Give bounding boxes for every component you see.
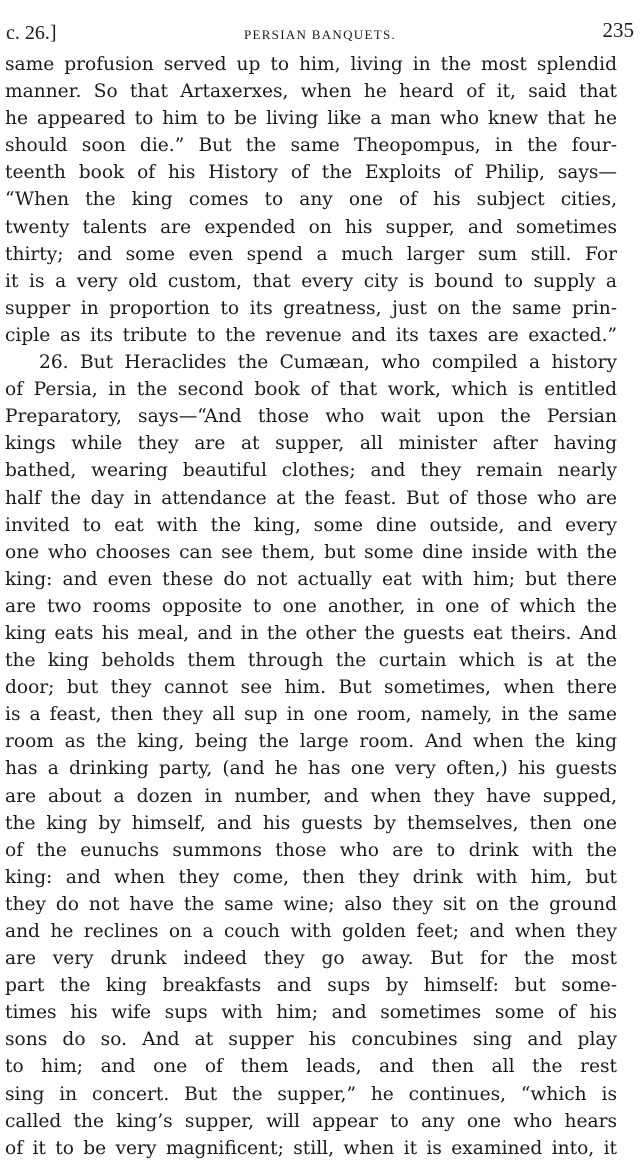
text-line: to him; and one of them leads, and then all the rest	[5, 1056, 617, 1078]
text-line: manner. So that Artaxerxes, when he heard of it, said that	[5, 81, 617, 103]
text-line: ciple as its tribute to the revenue and its taxes are exacted.”	[5, 324, 617, 346]
text-line: thirty; and some even spend a much larger sum still. For	[5, 243, 617, 265]
text-line: twenty talents are expended on his supper, and sometimes	[5, 216, 617, 238]
text-line: same profusion served up to him, living in the most splendid	[5, 54, 617, 75]
running-title: PERSIAN BANQUETS.	[243, 27, 397, 42]
text-line: king: and even these do not actually eat with him; but there	[5, 568, 617, 590]
text-line: has a drinking party, (and he has one very often,) his guests	[5, 758, 617, 780]
text-line: door; but they cannot see him. But sometimes, when there	[5, 677, 617, 699]
text-line: called the king’s supper, will appear to any one who hears	[5, 1110, 617, 1132]
text-line: 26. But Heraclides the Cumæan, who compiled a history	[39, 352, 617, 374]
text-line: sons do so. And at supper his concubines sing and play	[5, 1029, 617, 1051]
text-line: sing in concert. But the supper,” he continues, “which is	[5, 1083, 617, 1105]
text-line: teenth book of his History of the Exploits of Philip, says—	[5, 162, 617, 184]
text-line: the king beholds them through the curtain which is at the	[5, 650, 617, 672]
running-head	[6, 18, 634, 48]
text-line: kings while they are at supper, all minister after having	[5, 433, 617, 455]
text-line: invited to eat with the king, some dine outside, and every	[5, 514, 617, 536]
page-number: 235	[602, 18, 634, 42]
text-line: supper in proportion to its greatness, just on the same prin-	[5, 297, 617, 319]
text-line: are two rooms opposite to one another, in one of which the	[5, 595, 617, 617]
text-line: part the king breakfasts and sups by himself: but some-	[5, 975, 617, 997]
chapter-reference: c. 26.]	[6, 22, 57, 44]
text-line: are very drunk indeed they go away. But for the most	[5, 948, 617, 970]
text-line: he appeared to him to be living like a man who knew that he	[5, 108, 617, 130]
text-line: should soon die.” But the same Theopompus, in the four-	[5, 135, 617, 157]
text-line: it is a very old custom, that every city is bound to supply a	[5, 270, 617, 292]
text-line: half the day in attendance at the feast. But of those who are	[5, 487, 617, 509]
text-line: king eats his meal, and in the other the guests eat theirs. And	[5, 622, 617, 644]
text-line: is a feast, then they all sup in one room, namely, in the same	[5, 704, 617, 726]
text-line: bathed, wearing beautiful clothes; and they remain nearly	[5, 460, 617, 482]
text-line: room as the king, being the large room. And when the king	[5, 731, 617, 753]
text-line: of Persia, in the second book of that work, which is entitled	[5, 379, 617, 401]
text-line: they do not have the same wine; also they sit on the ground	[5, 893, 617, 915]
text-line: of it to be very magnificent; still, when it is examined into, it	[5, 1137, 617, 1159]
text-line: Preparatory, says—“And those who wait upon the Persian	[5, 406, 617, 428]
text-line: times his wife sups with him; and sometimes some of his	[5, 1002, 617, 1024]
text-line: one who chooses can see them, but some dine inside with the	[5, 541, 617, 563]
text-line: are about a dozen in number, and when they have supped,	[5, 785, 617, 807]
text-line: king: and when they come, then they drink with him, but	[5, 866, 617, 888]
text-line: the king by himself, and his guests by themselves, then one	[5, 812, 617, 834]
text-line: “When the king comes to any one of his subject cities,	[5, 189, 617, 211]
text-line: of the eunuchs summons those who are to drink with the	[5, 839, 617, 861]
text-line: and he reclines on a couch with golden feet; and when they	[5, 921, 617, 942]
body-text	[5, 51, 617, 1162]
